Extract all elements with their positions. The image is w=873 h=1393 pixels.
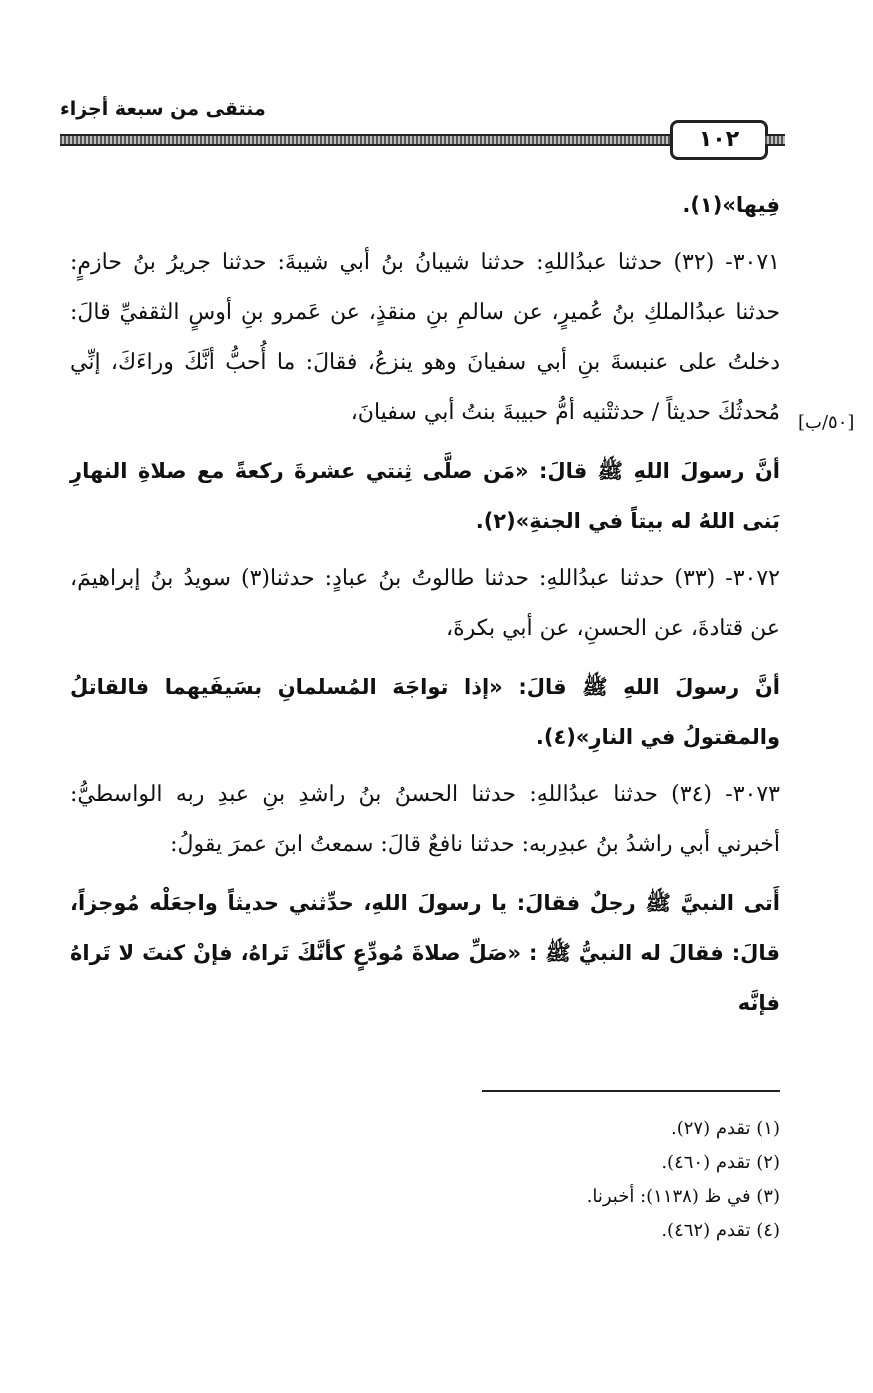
page-number: ١٠٢ bbox=[670, 120, 768, 160]
footnote-2: (٢) تقدم (٤٦٠). bbox=[661, 1152, 780, 1173]
footnote-4: (٤) تقدم (٤٦٢). bbox=[661, 1220, 780, 1241]
paragraph-7: أَتى النبيَّ ﷺ رجلٌ فقالَ: يا رسولَ اللهِ، حدِّثني حديثاً واجعَلْه مُوجزاً، قالَ: فقالَ له النبيُّ ﷺ : «صَلِّ صلاةَ مُودِّعٍ كأنَّكَ تَراهُ، فإنْ كنتَ لا تَراهُ فإنَّه bbox=[70, 891, 780, 1015]
margin-note: [٥٠/ب] bbox=[798, 412, 855, 433]
footnotes bbox=[400, 1112, 780, 1248]
header-title: منتقى من سبعة أجزاء bbox=[60, 98, 266, 120]
paragraph-2: ٣٠٧١- (٣٢) حدثنا عبدُاللهِ: حدثنا شيبانُ بنُ أبي شيبةَ: حدثنا جريرُ بنُ حازمٍ: حدثنا عبدُالملكِ بنُ عُميرٍ، عن سالمِ بنِ منقذٍ، عن عَمرو بنِ أوسٍ الثقفيِّ قالَ: دخلتُ على عنبسةَ بنِ أبي سفيانَ وهو ينزعُ، فقالَ: ما أُحبُّ أنَّكَ وراءَكَ، إنِّي مُحدثُكَ حديثاً / حدثتْنيه أمُّ حبيبةَ بنتُ أبي سفيانَ، bbox=[70, 250, 780, 425]
footnote-separator bbox=[482, 1090, 780, 1092]
main-text bbox=[70, 180, 780, 1028]
paragraph-3: أنَّ رسولَ اللهِ ﷺ قالَ: «مَن صلَّى ثِنتي عشرةَ ركعةً مع صلاةِ النهارِ بَنى اللهُ له بيتاً في الجنةِ»(٢). bbox=[70, 459, 780, 533]
paragraph-1: فِيها»(١). bbox=[682, 193, 780, 217]
paragraph-6: ٣٠٧٣- (٣٤) حدثنا عبدُاللهِ: حدثنا الحسنُ بنُ راشدِ بنِ عبدِ ربه الواسطيُّ: أخبرني أبي راشدُ بنُ عبدِربه: حدثنا نافعٌ قالَ: سمعتُ ابنَ عمرَ يقولُ: bbox=[70, 782, 780, 857]
paragraph-4: ٣٠٧٢- (٣٣) حدثنا عبدُاللهِ: حدثنا طالوتُ بنُ عبادٍ: حدثنا(٣) سويدُ بنُ إبراهيمَ، عن قتادةَ، عن الحسنِ، عن أبي بكرةَ، bbox=[70, 566, 780, 641]
header-rule bbox=[60, 134, 670, 146]
paragraph-5: أنَّ رسولَ اللهِ ﷺ قالَ: «إذا تواجَهَ المُسلمانِ بسَيفَيهما فالقاتلُ والمقتولُ في النارِ»(٤). bbox=[70, 675, 780, 749]
footnote-1: (١) تقدم (٢٧). bbox=[671, 1118, 780, 1139]
page-header bbox=[60, 98, 780, 158]
footnote-3: (٣) في ظ (١١٣٨): أخبرنا. bbox=[586, 1186, 780, 1207]
header-rule-right bbox=[765, 134, 785, 146]
